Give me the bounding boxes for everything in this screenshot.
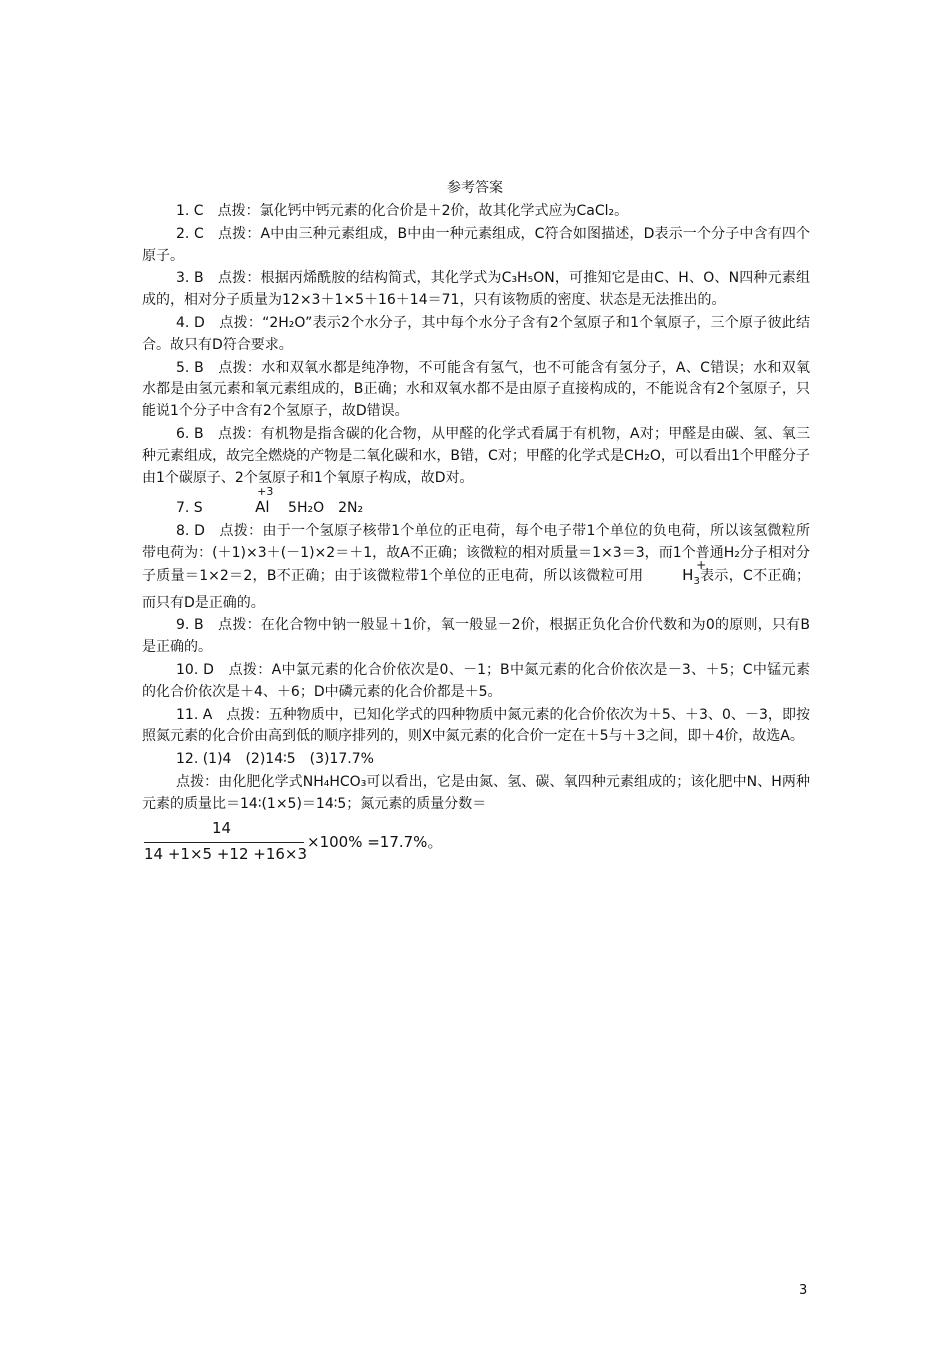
answer-content	[142, 201, 810, 876]
answer-item-9: 9. B 点拨：在化合物中钠一般显＋1价，氧一般显－2价，根据正负化合价代数和为0的原则，只有B是正确的。	[142, 617, 810, 656]
answer-item-11: 11. A 点拨：五种物质中，已知化学式的四种物质中氮元素的化合价依次为＋5、＋3、0、－3，即按照氮元素的化合价由高到低的顺序排列的，则X中氮元素的化合价一定在＋5与＋3之间，即＋4价，故选A。	[142, 706, 810, 745]
answer-item-3: 3. B 点拨：根据丙烯酰胺的结构简式，其化学式为C₃H₅ON，可推知它是由C、H、O、N四种元素组成的，相对分子质量为12×3＋1×5＋16＋14＝71，只有该物质的密度、状态是无法推出的。	[142, 270, 810, 309]
answer-item-8	[142, 521, 810, 614]
aluminum-charge: +3	[257, 485, 274, 499]
aluminum-ion-symbol	[221, 485, 274, 519]
answer-item-7	[142, 485, 810, 520]
answer-item-2: 2. C 点拨：A中由三种元素组成，B中由一种元素组成，C符合如图描述，D表示一个分子中含有四个原子。	[142, 225, 810, 264]
fraction-numerator: 14	[212, 818, 232, 837]
item8-text-after: 表示，C不正确；而只有D是正确的。	[142, 567, 810, 611]
page-number: 3	[799, 1283, 808, 1298]
fraction-bar	[144, 842, 304, 843]
fraction-result: ×100% =17.7%。	[307, 832, 443, 851]
answer-item-5: 5. B 点拨：水和双氧水都是纯净物，不可能含有氢气，也不可能含有氢分子，A、C错误；水和双氧水都是由氢元素和氧元素组成的，B正确；水和双氧水都不是由原子直接构成的，不能说含有2个氢原子，只能说1个分子中含有2个氢原子，故D错误。	[142, 359, 810, 420]
answer-item-4: 4. D 点拨：“2H₂O”表示2个水分子，其中每个水分子含有2个氢原子和1个氧原子，三个原子彼此结合。故只有D符合要求。	[142, 314, 810, 353]
answer-title: 参考答案	[447, 180, 503, 196]
fraction-denominator: 14 +1×5 +12 +16×3	[144, 844, 308, 863]
h3-symbol: H	[682, 565, 694, 584]
answer-item-6: 6. B 点拨：有机物是指含碳的化合物，从甲醛的化学式看属于有机物，A对；甲醛是由碳、氢、氧三种元素组成，故完全燃烧的产物是二氧化碳和水，B错，C对；甲醛的化学式是CH₂O，可以看出1个甲醛分子由1个碳原子、2个氢原子和1个氧原子构成，故D对。	[142, 425, 810, 486]
item7-lead: 7. S	[176, 500, 203, 517]
answer-item-12: 12. (1)4 (2)14∶5 (3)17.7%	[176, 751, 374, 768]
mass-fraction-formula	[142, 818, 810, 876]
item8-text-before: 8. D 点拨：由于一个氢原子核带1个单位的正电荷，每个电子带1个单位的负电荷，所以该氢微粒所带电荷为：(＋1)×3＋(－1)×2＝＋1，故A不正确；该微粒的相对质量＝1×3＝3，而1个普通H₂分子相对分子质量＝1×2＝2，B不正确；由于该微粒带1个单位的正电荷，所以该微粒可用	[142, 523, 810, 584]
aluminum-label: Al	[255, 498, 270, 517]
h3-ion-formula	[648, 557, 707, 593]
answer-item-10: 10. D 点拨：A中氯元素的化合价依次是0、－1；B中氮元素的化合价依次是－3、＋5；C中锰元素的化合价依次是＋4、＋6；D中磷元素的化合价都是＋5。	[142, 661, 810, 700]
h3-subscript: 3	[693, 575, 700, 587]
answer-item-1: 1. C 点拨：氯化钙中钙元素的化合价是＋2价，故其化学式应为CaCl₂。	[176, 203, 629, 219]
item7-rest: 5H₂O 2N₂	[288, 500, 364, 517]
answer-item-12-explanation: 点拨：由化肥化学式NH₄HCO₃可以看出，它是由氮、氢、碳、氧四种元素组成的；该化肥中N、H两种元素的质量比＝14∶(1×5)＝14∶5；氮元素的质量分数＝	[142, 773, 810, 812]
h3-charge: +	[696, 557, 707, 572]
